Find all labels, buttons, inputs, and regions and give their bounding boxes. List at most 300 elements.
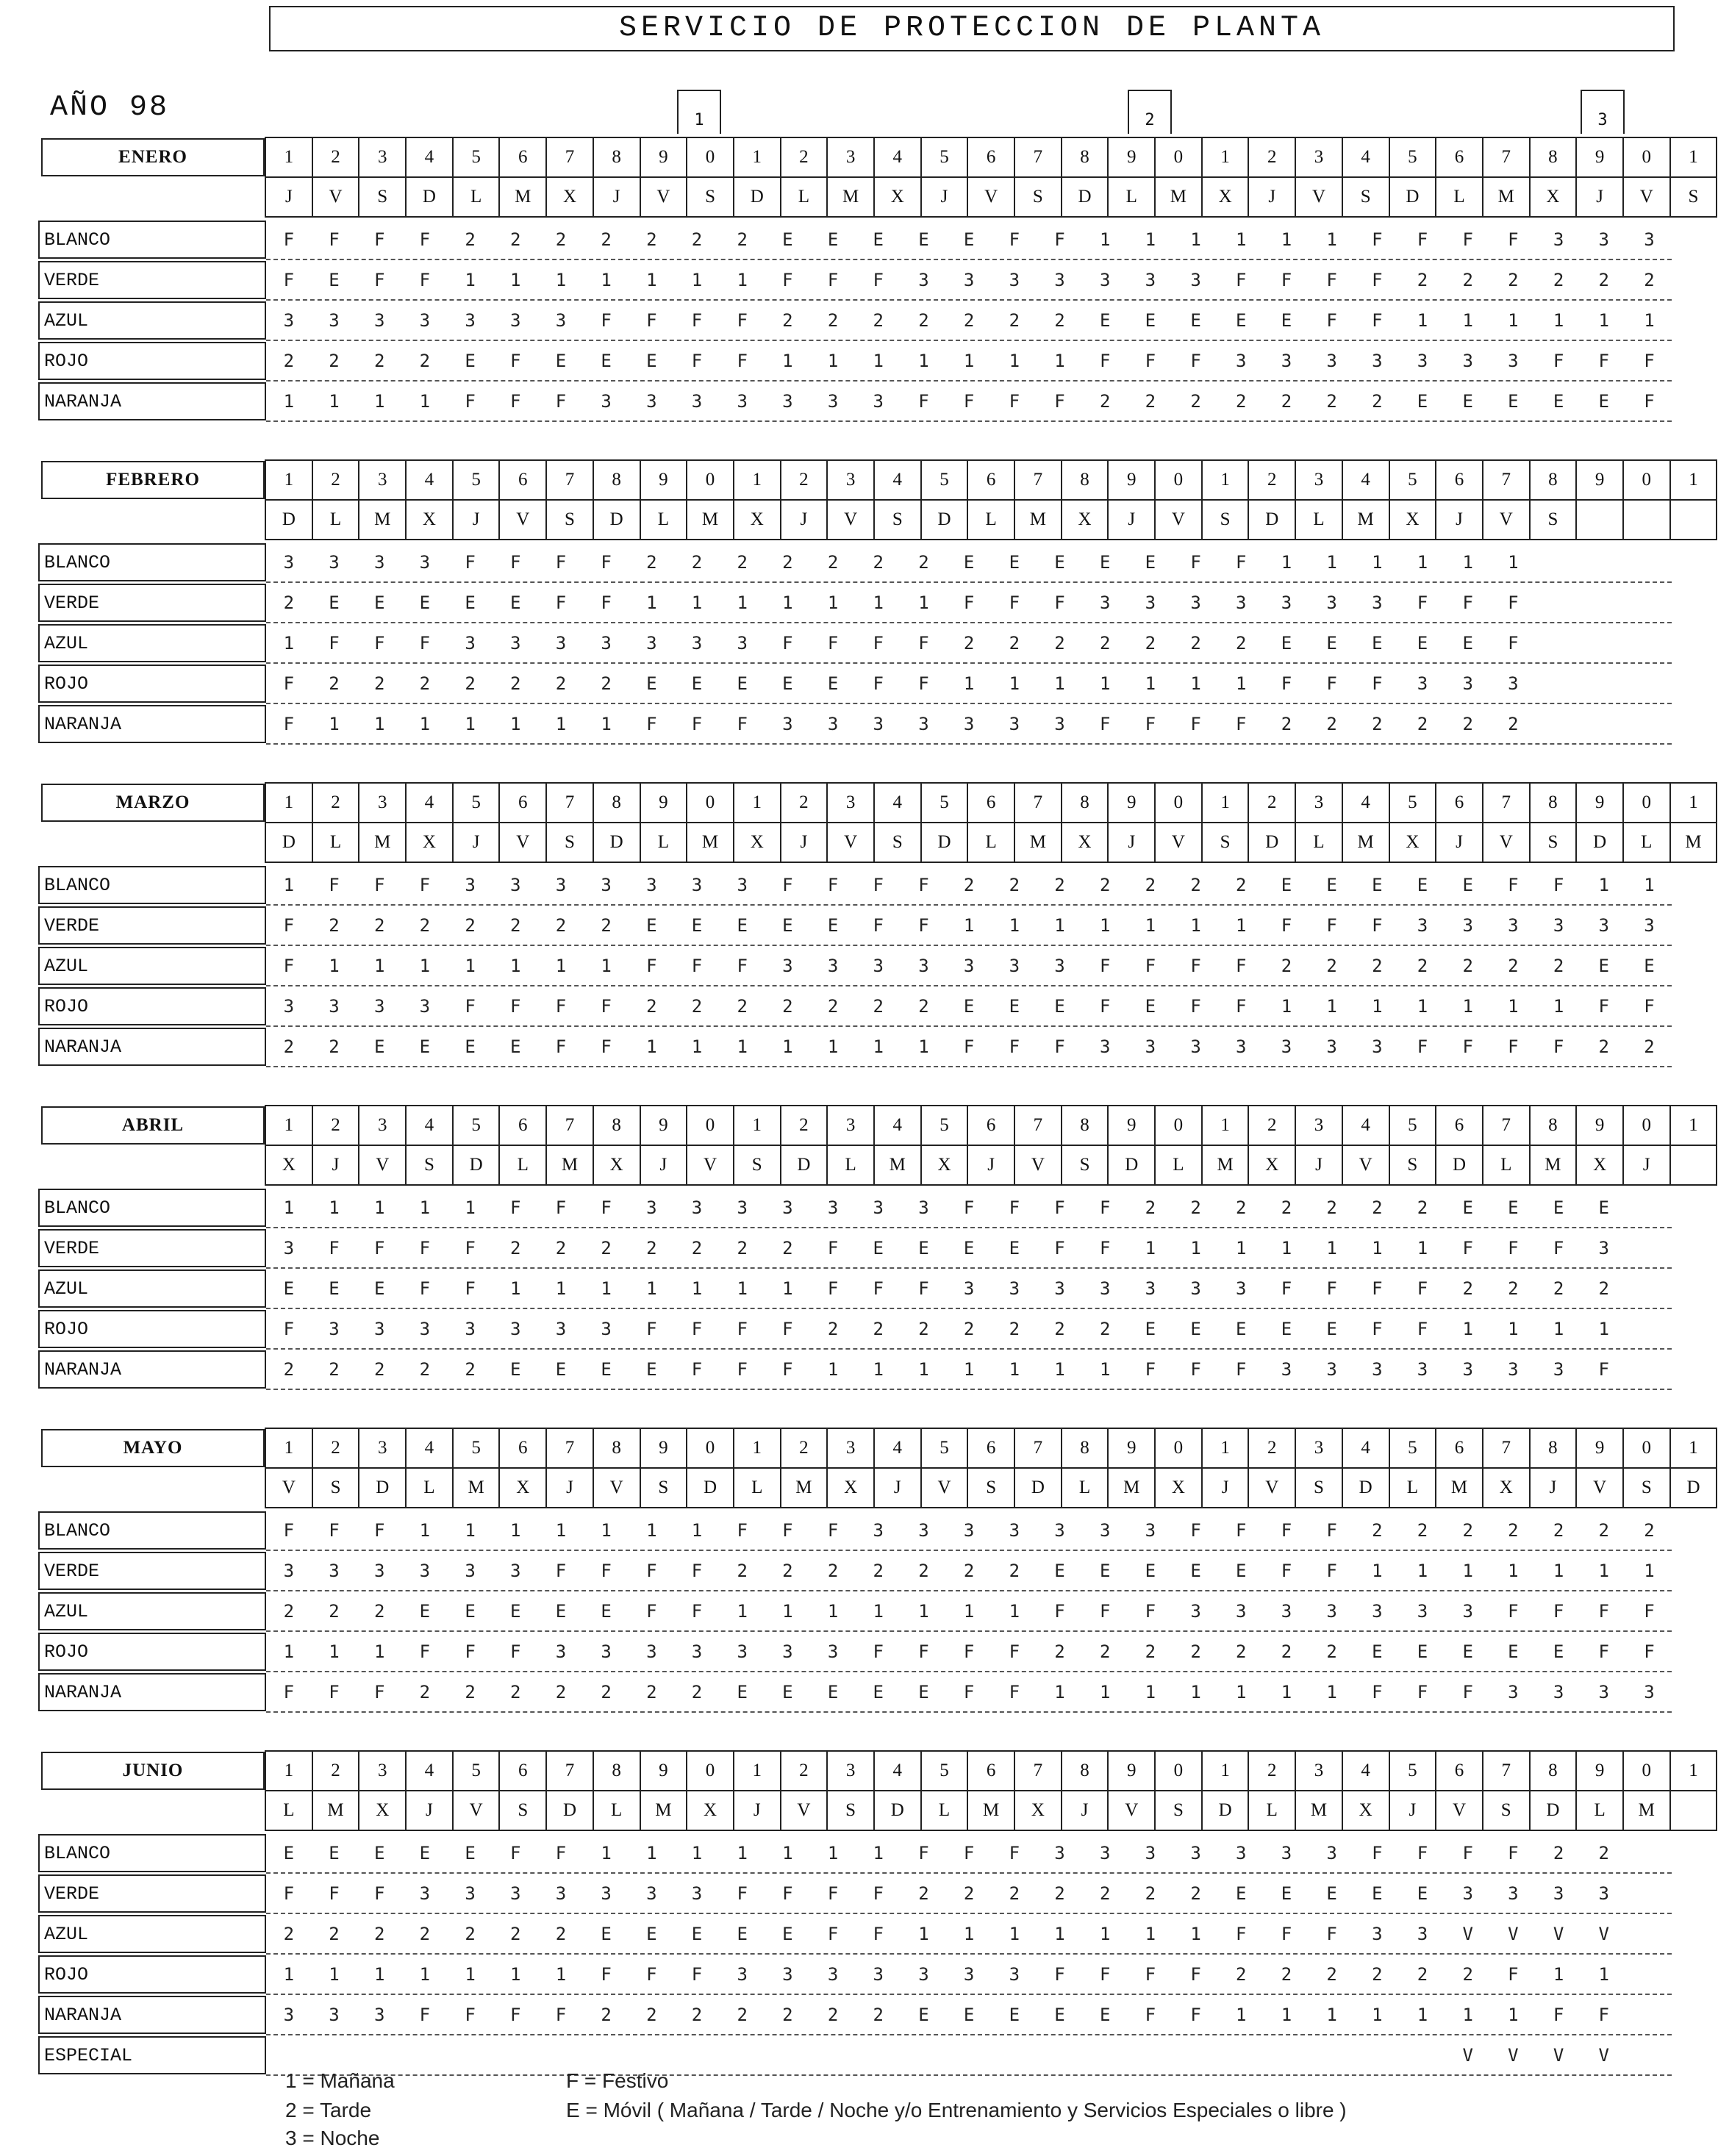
shift-cell: 2 xyxy=(1326,1964,1337,1985)
shift-cell: E xyxy=(283,1843,295,1863)
shift-cell: E xyxy=(510,1601,521,1622)
day-number-cell: 6 xyxy=(1435,1105,1483,1146)
team-label: ESPECIAL xyxy=(38,2036,266,2074)
day-number-cell: 8 xyxy=(593,1750,641,1791)
shift-cell: F xyxy=(737,1359,748,1380)
shift-cell: 2 xyxy=(465,1682,476,1702)
day-number-cell: 8 xyxy=(593,137,641,178)
day-number-cell: 7 xyxy=(1014,782,1062,823)
legend-tarde: 2 = Tarde xyxy=(285,2099,372,2121)
shift-cell: E xyxy=(1417,1883,1428,1904)
shift-cell: 2 xyxy=(510,1924,521,1944)
shift-cell: F xyxy=(873,633,884,653)
legend-movil: E = Móvil ( Mañana / Tarde / Noche y/o Entrenamiento y Servicios Especiales o libre ) xyxy=(566,2099,1347,2121)
shift-cell: 2 xyxy=(1145,875,1156,895)
shift-cell: 1 xyxy=(691,1843,703,1863)
weekday-cell: J xyxy=(1575,176,1624,218)
shift-cell xyxy=(1627,1874,1672,1913)
shift-cell: F xyxy=(1054,1197,1065,1218)
day-number-cell: 0 xyxy=(1154,782,1203,823)
shift-cell: 2 xyxy=(918,996,929,1017)
day-number-cell: 5 xyxy=(452,459,501,501)
shift-cell: F xyxy=(601,1964,612,1985)
shift-cell: 1 xyxy=(737,270,748,290)
team-label: ROJO xyxy=(38,987,266,1025)
weekday-cell: D xyxy=(405,176,454,218)
shift-cell: F xyxy=(646,714,657,734)
day-number-cell: 0 xyxy=(1154,1750,1203,1791)
shift-cell: 1 xyxy=(329,391,340,412)
shift-cell: 3 xyxy=(1508,673,1519,694)
shift-cell: F xyxy=(373,1883,385,1904)
shift-cell: F xyxy=(1236,996,1247,1017)
shift-cell: 3 xyxy=(1508,915,1519,936)
shift-cell: F xyxy=(737,1883,748,1904)
weekday-cell: S xyxy=(545,499,594,540)
day-number-cell: 4 xyxy=(1342,137,1390,178)
shift-cell: F xyxy=(373,1238,385,1258)
team-shift-row xyxy=(266,1269,1672,1309)
shift-cell: 1 xyxy=(555,1278,567,1299)
shift-cell: 3 xyxy=(1099,270,1111,290)
shift-cell: 1 xyxy=(873,592,884,613)
shift-cell: F xyxy=(1099,996,1111,1017)
weekday-cell: S xyxy=(873,499,922,540)
shift-cell: 1 xyxy=(283,1197,295,1218)
shift-cell: 2 xyxy=(1190,1641,1201,1662)
shift-cell: 2 xyxy=(1462,270,1473,290)
shift-cell: F xyxy=(963,1843,975,1863)
shift-cell: 1 xyxy=(782,592,793,613)
shift-cell: V xyxy=(1553,2045,1564,2066)
day-number-cell: 1 xyxy=(1669,782,1718,823)
weekday-cell: S xyxy=(1014,176,1062,218)
shift-cell: E xyxy=(1326,875,1337,895)
shift-cell: 2 xyxy=(329,1924,340,1944)
shift-cell xyxy=(1627,624,1672,662)
shift-cell: F xyxy=(1145,956,1156,976)
weekday-cell: L xyxy=(405,1467,454,1508)
shift-cell: E xyxy=(465,351,476,371)
shift-cell: F xyxy=(283,1520,295,1541)
weekday-cell: X xyxy=(1389,499,1437,540)
day-number-cell: 3 xyxy=(1295,1428,1343,1469)
shift-cell: E xyxy=(1598,391,1609,412)
team-label: ROJO xyxy=(38,665,266,703)
day-number-cell: 8 xyxy=(593,1428,641,1469)
team-label: AZUL xyxy=(38,1915,266,1953)
shift-cell: 1 xyxy=(1553,310,1564,331)
shift-cell: 1 xyxy=(1190,673,1201,694)
shift-cell: F xyxy=(691,956,703,976)
shift-cell: 2 xyxy=(1145,1641,1156,1662)
day-number-cell: 6 xyxy=(1435,782,1483,823)
weekday-cell: M xyxy=(1529,1145,1578,1186)
shift-cell: 1 xyxy=(1054,915,1065,936)
shift-cell: E xyxy=(1326,1883,1337,1904)
day-number-cell: 9 xyxy=(1575,459,1624,501)
shift-cell: 2 xyxy=(329,351,340,371)
shift-cell: E xyxy=(1462,875,1473,895)
day-number-cell: 6 xyxy=(967,782,1015,823)
shift-cell: 2 xyxy=(1190,391,1201,412)
shift-cell: 1 xyxy=(329,1197,340,1218)
team-shift-row xyxy=(266,1028,1672,1067)
shift-cell: E xyxy=(373,1278,385,1299)
shift-cell: 3 xyxy=(1372,1601,1383,1622)
shift-cell: F xyxy=(1417,1682,1428,1702)
team-label: AZUL xyxy=(38,624,266,662)
weekday-cell: D xyxy=(780,1145,828,1186)
day-number-cell: 9 xyxy=(640,137,688,178)
weekday-cell: V xyxy=(1622,176,1671,218)
shift-cell: F xyxy=(555,1197,567,1218)
shift-cell: F xyxy=(1644,351,1655,371)
shift-cell: 2 xyxy=(510,1682,521,1702)
shift-cell: F xyxy=(601,996,612,1017)
month-mayo xyxy=(38,1429,1700,1712)
month-name: MAYO xyxy=(41,1429,265,1467)
day-number-cell: 2 xyxy=(1248,1428,1296,1469)
shift-cell: 1 xyxy=(1236,2005,1247,2025)
weekday-cell: X xyxy=(1342,1790,1390,1831)
shift-cell: 3 xyxy=(873,1197,884,1218)
shift-cell: 3 xyxy=(1553,915,1564,936)
day-number-cell: 9 xyxy=(1575,1105,1624,1146)
shift-cell: E xyxy=(1145,310,1156,331)
shift-cell: F xyxy=(1598,1359,1609,1380)
shift-cell: 1 xyxy=(737,1278,748,1299)
shift-cell: 1 xyxy=(510,1964,521,1985)
shift-cell: 3 xyxy=(691,1883,703,1904)
shift-cell: 3 xyxy=(827,956,839,976)
shift-cell: 3 xyxy=(1099,592,1111,613)
shift-cell: F xyxy=(1508,875,1519,895)
shift-cell: 1 xyxy=(601,1520,612,1541)
day-number-cell: 9 xyxy=(1107,459,1156,501)
shift-cell: F xyxy=(1054,592,1065,613)
shift-cell: F xyxy=(1326,915,1337,936)
shift-cell: F xyxy=(1553,1601,1564,1622)
shift-cell: 1 xyxy=(1281,2005,1292,2025)
weekday-cell: V xyxy=(1342,1145,1390,1186)
day-number-cell: 1 xyxy=(733,1428,781,1469)
shift-cell: 3 xyxy=(329,2005,340,2025)
shift-cell: 1 xyxy=(963,1924,975,1944)
shift-cell: E xyxy=(419,1036,431,1057)
weekday-cell: V xyxy=(1482,499,1531,540)
shift-cell: 3 xyxy=(1145,1843,1156,1863)
shift-cell: F xyxy=(555,1036,567,1057)
shift-cell: 3 xyxy=(1236,592,1247,613)
shift-cell: 3 xyxy=(963,1520,975,1541)
weekday-cell: V xyxy=(1248,1467,1296,1508)
shift-cell: 2 xyxy=(737,1561,748,1581)
shift-cell: 1 xyxy=(1099,673,1111,694)
shift-cell: 1 xyxy=(1598,1964,1609,1985)
weekday-cell: D xyxy=(1248,499,1296,540)
shift-cell: 3 xyxy=(1281,592,1292,613)
shift-cell: 2 xyxy=(1099,633,1111,653)
shift-cell: 1 xyxy=(646,270,657,290)
shift-cell: 1 xyxy=(1190,229,1201,250)
weekday-cell: X xyxy=(1201,176,1250,218)
shift-cell: F xyxy=(1553,1036,1564,1057)
shift-cell xyxy=(402,2036,448,2074)
shift-cell: E xyxy=(1099,310,1111,331)
shift-cell: E xyxy=(1054,552,1065,573)
shift-cell: 2 xyxy=(1099,1883,1111,1904)
shift-cell xyxy=(674,2036,720,2074)
shift-cell: F xyxy=(1145,1601,1156,1622)
shift-cell: 1 xyxy=(737,1843,748,1863)
shift-cell: F xyxy=(1326,310,1337,331)
shift-cell: 1 xyxy=(555,714,567,734)
shift-cell: F xyxy=(646,1964,657,1985)
weekday-cell: X xyxy=(405,499,454,540)
shift-cell: 3 xyxy=(601,875,612,895)
weekday-cell: J xyxy=(1295,1145,1343,1186)
weekday-cell: M xyxy=(1342,822,1390,863)
day-number-cell: 5 xyxy=(1389,1750,1437,1791)
shift-cell xyxy=(1173,2036,1219,2074)
shift-cell: F xyxy=(283,915,295,936)
shift-cell: 1 xyxy=(510,270,521,290)
weekday-cell: V xyxy=(1014,1145,1062,1186)
shift-cell: 2 xyxy=(1326,1197,1337,1218)
shift-cell: F xyxy=(918,391,929,412)
shift-cell: 2 xyxy=(373,1359,385,1380)
day-number-cell: 3 xyxy=(358,459,407,501)
shift-cell: 1 xyxy=(1508,552,1519,573)
shift-cell: 3 xyxy=(1236,1036,1247,1057)
team-label: AZUL xyxy=(38,1269,266,1308)
weekday-cell: J xyxy=(1435,822,1483,863)
shift-cell: F xyxy=(1190,1359,1201,1380)
shift-cell: 3 xyxy=(782,1964,793,1985)
team-shift-row xyxy=(266,1552,1672,1591)
shift-cell: E xyxy=(373,592,385,613)
shift-cell: 2 xyxy=(1099,1641,1111,1662)
shift-cell: F xyxy=(827,1238,839,1258)
weekday-cell: S xyxy=(733,1145,781,1186)
shift-cell: 2 xyxy=(329,1601,340,1622)
shift-cell: 1 xyxy=(373,1197,385,1218)
shift-cell: 1 xyxy=(1281,1238,1292,1258)
year-label: AÑO 98 xyxy=(50,91,170,124)
weekday-cell: V xyxy=(1482,822,1531,863)
shift-cell: 2 xyxy=(1054,1319,1065,1339)
shift-cell: F xyxy=(782,1359,793,1380)
shift-cell: F xyxy=(1417,1036,1428,1057)
shift-cell: 1 xyxy=(601,714,612,734)
shift-cell: F xyxy=(827,270,839,290)
shift-cell: 2 xyxy=(601,915,612,936)
shift-cell: F xyxy=(1598,1641,1609,1662)
day-number-cell: 2 xyxy=(1248,459,1296,501)
shift-cell: 2 xyxy=(1145,1197,1156,1218)
day-number-cell: 8 xyxy=(1529,1428,1578,1469)
shift-cell: E xyxy=(1236,310,1247,331)
shift-cell: E xyxy=(601,1924,612,1944)
shift-cell: F xyxy=(1508,1036,1519,1057)
day-number-cell: 0 xyxy=(1622,1105,1671,1146)
shift-cell: 1 xyxy=(1190,1924,1201,1944)
shift-cell: 2 xyxy=(827,310,839,331)
shift-cell: 1 xyxy=(1281,1682,1292,1702)
day-number-cell: 7 xyxy=(545,1750,594,1791)
shift-cell xyxy=(1627,1996,1672,2034)
shift-cell: 3 xyxy=(827,1964,839,1985)
shift-cell: E xyxy=(827,673,839,694)
shift-cell: E xyxy=(1417,875,1428,895)
day-number-cell: 5 xyxy=(452,1428,501,1469)
day-number-cell: 8 xyxy=(593,459,641,501)
shift-cell: 1 xyxy=(1462,1561,1473,1581)
shift-cell: E xyxy=(691,673,703,694)
shift-cell: F xyxy=(691,351,703,371)
day-number-cell: 8 xyxy=(1529,1105,1578,1146)
shift-cell: E xyxy=(1281,1319,1292,1339)
shift-cell xyxy=(1627,1350,1672,1389)
shift-cell: F xyxy=(646,956,657,976)
shift-cell: F xyxy=(737,714,748,734)
shift-cell: E xyxy=(1145,552,1156,573)
shift-cell: E xyxy=(1326,633,1337,653)
day-number-cell: 5 xyxy=(452,782,501,823)
day-number-row xyxy=(266,784,1717,823)
weekday-cell: S xyxy=(1669,176,1718,218)
shift-cell: 2 xyxy=(737,2005,748,2025)
shift-cell xyxy=(1037,2036,1083,2074)
shift-cell: 2 xyxy=(1644,1520,1655,1541)
shift-cell: 1 xyxy=(283,1641,295,1662)
day-header-grid xyxy=(266,1752,1717,1831)
shift-cell: 1 xyxy=(1099,1682,1111,1702)
shift-cell: 3 xyxy=(1553,229,1564,250)
shift-cell: E xyxy=(963,2005,975,2025)
shift-cell: 3 xyxy=(555,633,567,653)
weekday-cell: X xyxy=(265,1145,313,1186)
shift-cell: 2 xyxy=(827,2005,839,2025)
shift-cell: F xyxy=(737,956,748,976)
weekday-cell: X xyxy=(1154,1467,1203,1508)
day-number-cell: 0 xyxy=(686,1105,734,1146)
shift-cell: F xyxy=(827,1278,839,1299)
shift-cell: 3 xyxy=(737,1964,748,1985)
day-number-cell: 6 xyxy=(498,1105,547,1146)
weekday-cell: D xyxy=(452,1145,501,1186)
month-junio xyxy=(38,1752,1698,2075)
team-label: NARANJA xyxy=(38,1028,266,1066)
shift-cell: 3 xyxy=(873,956,884,976)
shift-cell: E xyxy=(1462,1197,1473,1218)
weekday-cell: J xyxy=(1107,822,1156,863)
weekday-cell: M xyxy=(1107,1467,1156,1508)
day-number-cell: 3 xyxy=(358,137,407,178)
shift-cell: F xyxy=(782,633,793,653)
shift-cell: 1 xyxy=(465,714,476,734)
shift-cell: 1 xyxy=(1145,1682,1156,1702)
shift-cell: F xyxy=(918,875,929,895)
shift-cell: 3 xyxy=(646,633,657,653)
shift-cell: F xyxy=(1598,2005,1609,2025)
shift-cell: 3 xyxy=(373,1561,385,1581)
shift-cell xyxy=(856,2036,901,2074)
shift-cell xyxy=(1581,705,1627,743)
weekday-cell: V xyxy=(1295,176,1343,218)
shift-cell: 2 xyxy=(329,1359,340,1380)
shift-cell: 3 xyxy=(601,633,612,653)
shift-cell: 3 xyxy=(465,875,476,895)
shift-cell: 3 xyxy=(1326,1036,1337,1057)
shift-cell: F xyxy=(1099,1197,1111,1218)
day-number-cell: 3 xyxy=(826,1750,875,1791)
month-name: JUNIO xyxy=(41,1752,265,1790)
shift-cell: 2 xyxy=(918,1883,929,1904)
team-label: ROJO xyxy=(38,1310,266,1348)
shift-cell: 2 xyxy=(1372,391,1383,412)
shift-cell: F xyxy=(873,915,884,936)
shift-cell xyxy=(1536,584,1581,622)
day-number-cell: 0 xyxy=(1154,459,1203,501)
day-number-cell: 4 xyxy=(873,1105,922,1146)
day-number-cell: 8 xyxy=(1529,459,1578,501)
shift-cell xyxy=(1536,624,1581,662)
shift-cell: E xyxy=(646,915,657,936)
shift-cell: 1 xyxy=(1145,229,1156,250)
shift-cell: 3 xyxy=(373,552,385,573)
shift-cell: 2 xyxy=(1372,956,1383,976)
shift-cell: 3 xyxy=(737,391,748,412)
weekday-cell: X xyxy=(1482,1467,1531,1508)
weekday-row xyxy=(266,501,1717,540)
shift-cell: 1 xyxy=(510,956,521,976)
day-number-cell: 7 xyxy=(1482,459,1531,501)
shift-cell: 1 xyxy=(419,1197,431,1218)
day-number-cell: 9 xyxy=(1575,137,1624,178)
day-number-cell: 1 xyxy=(733,1750,781,1791)
shift-cell: 1 xyxy=(918,1036,929,1057)
shift-cell: F xyxy=(1054,391,1065,412)
day-number-cell: 2 xyxy=(780,1428,828,1469)
day-number-cell: 1 xyxy=(1669,1105,1718,1146)
day-number-cell: 4 xyxy=(1342,782,1390,823)
shift-cell: 1 xyxy=(1462,1319,1473,1339)
shift-cell: 1 xyxy=(782,1843,793,1863)
shift-cell: 2 xyxy=(873,2005,884,2025)
weekday-cell: X xyxy=(1389,822,1437,863)
shift-cell: 1 xyxy=(1009,673,1020,694)
weekday-cell: S xyxy=(405,1145,454,1186)
day-number-cell: 5 xyxy=(452,137,501,178)
shift-cell: 2 xyxy=(1553,270,1564,290)
team-shift-row xyxy=(266,342,1672,382)
shift-cell: 2 xyxy=(465,915,476,936)
day-number-cell: 2 xyxy=(1248,1105,1296,1146)
team-shift-row xyxy=(266,1592,1672,1632)
shift-cell: 3 xyxy=(419,310,431,331)
day-number-cell: 2 xyxy=(780,459,828,501)
shift-cell: 2 xyxy=(691,1238,703,1258)
day-number-cell: 7 xyxy=(1014,459,1062,501)
day-number-cell: 0 xyxy=(686,459,734,501)
shift-cell: 3 xyxy=(283,2005,295,2025)
shift-cell: 1 xyxy=(782,1601,793,1622)
shift-cell: F xyxy=(873,270,884,290)
day-number-cell: 1 xyxy=(733,137,781,178)
weekday-cell: J xyxy=(920,176,969,218)
